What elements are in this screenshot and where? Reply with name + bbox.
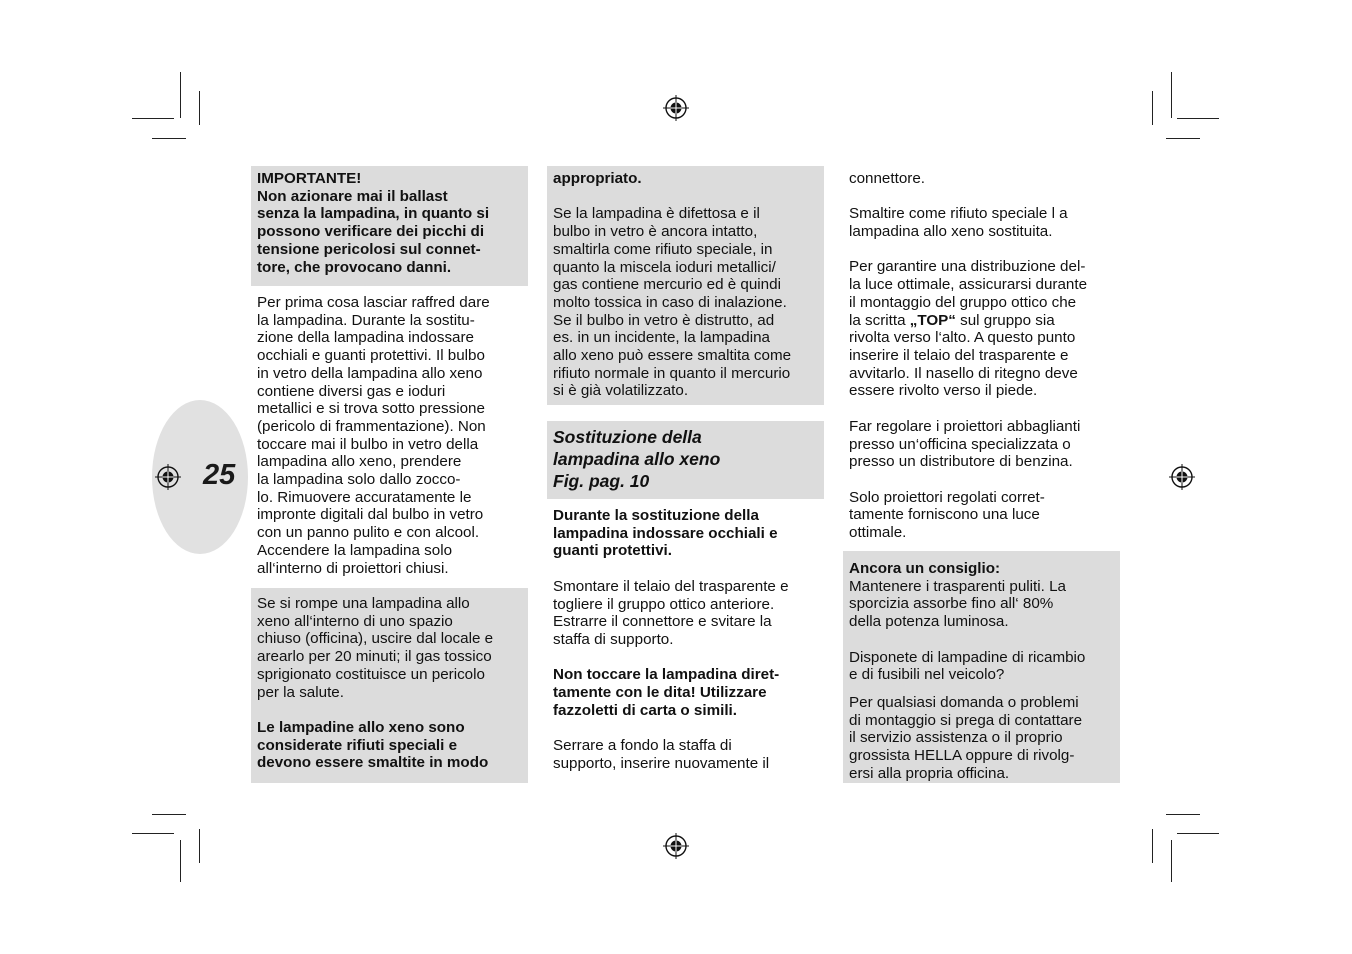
crop-mark <box>199 829 200 863</box>
col3-para1: connettore. <box>849 170 925 187</box>
crop-mark <box>152 138 186 139</box>
crop-mark <box>1177 833 1219 834</box>
col3-para5: Solo proiettori regolati corret- tamente forniscono una luce ottimale. <box>849 488 1045 541</box>
col1-warning-box <box>251 166 528 286</box>
crop-mark <box>180 72 181 118</box>
tip-title: Ancora un consiglio: <box>849 560 1001 577</box>
col3-para2: Smaltire come rifiuto speciale l a lampadina allo xeno sostituita. <box>849 205 1068 241</box>
col2-box1-text: Se la lampadina è difettosa e il bulbo in vetro è ancora intatto, smaltirla come rifiuto speciale, in quanto la miscela ioduri metallici/ gas contiene mercurio ed è quindi molto tossica in caso di inalazione. Se il bulbo in vetro è distrutto, ad es. in un incidente, la lampadina allo xeno può essere smaltita come rifiuto normale in quanto il mercurio si è già volatilizzato. <box>553 205 792 400</box>
col3-para3 <box>849 258 1121 400</box>
col3-para4: Far regolare i proiettori abbaglianti presso un‘officina specializzata o presso un distributore di benzina. <box>849 417 1081 471</box>
crop-mark <box>1177 118 1219 119</box>
col2-para1: Smontare il telaio del trasparente e togliere il gruppo ottico anteriore. Estrarre il connettore e svitare la staffa di supporto. <box>553 577 789 648</box>
section-heading: Sostituzione della lampadina allo xeno Fig. pag. 10 <box>553 427 721 491</box>
col2-para2: Serrare a fondo la staffa di supporto, inserire nuovamente il <box>553 737 770 772</box>
col1-info-box <box>251 588 528 783</box>
col3-tip-box <box>843 551 1120 783</box>
crop-mark <box>1166 814 1200 815</box>
col2-box1-bold: appropriato. <box>553 170 642 187</box>
col2-info-box <box>547 166 824 405</box>
tip-text1: Mantenere i trasparenti puliti. La sporcizia assorbe fino all‘ 80% della potenza luminosa. <box>849 577 1066 631</box>
col3-body <box>849 170 1121 542</box>
section-heading-box <box>547 421 824 499</box>
crop-mark <box>199 91 200 125</box>
crop-mark <box>132 118 174 119</box>
crop-mark <box>1152 829 1153 863</box>
col2-bold1: Durante la sostituzione della lampadina indossare occhiali e guanti protettivi. <box>553 507 778 560</box>
col1-para1: Per prima cosa lasciar raffred dare la lampadina. Durante la sostitu- zione della lampadina indossare occhiali e guanti protettivi. Il bulbo in vetro della lampadina allo xeno contiene diversi gas e ioduri metallici e si trova sotto pressione (pericolo di frammentazione). Non toccare mai il bulbo in vetro della lampadina allo xeno, prendere la lampadina solo dallo zocco- lo. Rimuovere accuratamente le impronte digitali dal bulbo in vetro con un panno pulito e con alcool. Accendere la lampadina solo all‘interno di proiettori chiusi. <box>257 294 490 577</box>
warning-title: IMPORTANTE! <box>257 170 362 187</box>
col2-body <box>553 507 825 773</box>
col1-paragraph <box>257 294 527 577</box>
registration-mark-icon <box>155 464 181 490</box>
crop-mark <box>132 833 174 834</box>
col1-box2-bold: Le lampadine allo xeno sono considerate rifiuti speciali e devono essere smaltite in modo <box>257 718 489 772</box>
tip-text2: Disponete di lampadine di ricambio e di fusibili nel veicolo? <box>849 648 1086 684</box>
tip-text3: Per qualsiasi domanda o problemi di montaggio si prega di contattare il servizio assistenza o il proprio grossista HELLA oppure di rivolg- ersi alla propria officina. <box>849 693 1083 782</box>
crop-mark <box>1166 138 1200 139</box>
crop-mark <box>1152 91 1153 125</box>
registration-mark-icon <box>663 95 689 121</box>
col2-bold2: Non toccare la lampadina diret- tamente con le dita! Utilizzare fazzoletti di carta o simili. <box>553 666 780 719</box>
warning-text: Non azionare mai il ballast senza la lampadina, in quanto si possono verificare dei picchi di tensione pericolosi sul connet- tore, che provocano danni. <box>257 187 490 276</box>
registration-mark-icon <box>1169 464 1195 490</box>
page-number: 25 <box>203 459 236 491</box>
crop-mark <box>152 814 186 815</box>
top-label: „TOP“ <box>909 311 956 329</box>
registration-mark-icon <box>663 833 689 859</box>
col3-para3-a: Per garantire una distribuzione del- la luce ottimale, assicurarsi durante il montaggio del gruppo ottico che la scritta <box>849 258 1088 329</box>
col1-box2-text: Se si rompe una lampadina allo xeno all‘interno di uno spazio chiuso (officina), uscire dal locale e arearlo per 20 minuti; il gas tossico sprigionato costituisce un pericolo per la salute. <box>257 595 494 701</box>
crop-mark <box>1171 840 1172 882</box>
col3-para3-b: sul gruppo sia rivolta verso l‘alto. A questo punto inserire il telaio del trasparente e avvitarlo. Il nasello di ritegno deve essere rivolto verso il piede. <box>849 311 1078 400</box>
crop-mark <box>180 840 181 882</box>
crop-mark <box>1171 72 1172 118</box>
